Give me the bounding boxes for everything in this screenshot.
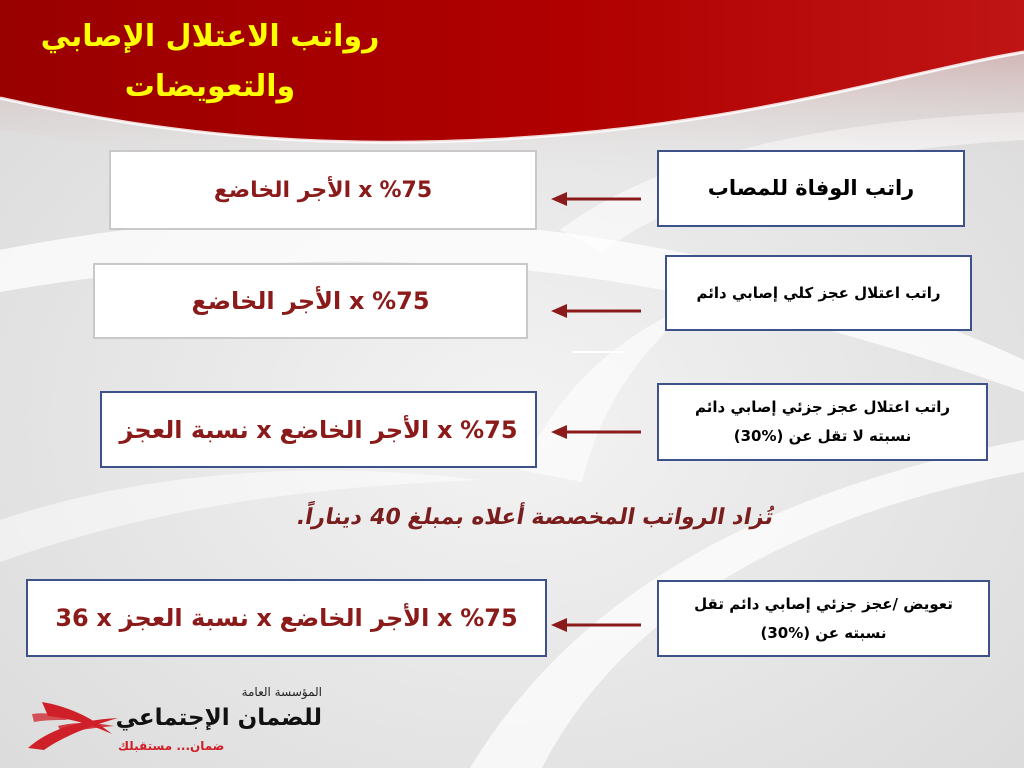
formula-box-total-disability bbox=[93, 263, 528, 339]
formula-term-wage: الأجر الخاضع bbox=[279, 415, 430, 444]
formula-operator: x bbox=[256, 604, 272, 632]
formula bbox=[55, 604, 517, 632]
logo-org-line: المؤسسة العامة bbox=[241, 685, 322, 699]
formula-box-compensation bbox=[26, 579, 547, 657]
formula bbox=[191, 287, 429, 315]
logo-slogan: ضمان... مستقبلك bbox=[118, 739, 225, 753]
formula-operator: x bbox=[96, 604, 112, 632]
left-arrow-icon bbox=[551, 302, 643, 320]
formula-operator: x bbox=[358, 177, 373, 203]
slide-title bbox=[20, 12, 400, 112]
formula-percent: %75 bbox=[379, 177, 433, 203]
benefit-label: راتب الوفاة للمصاب bbox=[707, 176, 915, 200]
formula-percent: %75 bbox=[460, 604, 518, 632]
formula-term-wage: الأجر الخاضع bbox=[279, 604, 430, 632]
formula-operator: x bbox=[436, 415, 453, 444]
benefit-box-compensation bbox=[657, 580, 990, 657]
formula-percent: %75 bbox=[460, 415, 518, 444]
title-line-1: رواتب الاعتلال الإصابي bbox=[40, 19, 380, 54]
benefit-label: راتب اعتلال عجز جزئي إصابي دائم bbox=[695, 398, 950, 416]
left-arrow-icon bbox=[551, 190, 643, 208]
formula-box-death-pension bbox=[109, 150, 537, 230]
formula-multiplier: 36 bbox=[55, 604, 89, 632]
logo-name: للضمان الإجتماعي bbox=[115, 705, 322, 731]
benefit-box-partial-disability bbox=[657, 383, 988, 461]
title-line-2: والتعويضات bbox=[124, 69, 296, 104]
left-arrow-icon bbox=[551, 423, 643, 441]
formula-term-disability-rate: نسبة العجز bbox=[119, 415, 249, 444]
decorative-line bbox=[572, 351, 625, 353]
formula-box-partial-disability bbox=[100, 391, 537, 468]
benefit-label: راتب اعتلال عجز كلي إصابي دائم bbox=[696, 283, 941, 302]
formula-term-wage: الأجر الخاضع bbox=[191, 287, 342, 315]
formula-percent: %75 bbox=[372, 287, 430, 315]
red-swoosh-icon bbox=[28, 698, 120, 750]
benefit-box-total-disability bbox=[665, 255, 972, 331]
formula-operator: x bbox=[256, 415, 272, 444]
benefit-box-death-pension bbox=[657, 150, 965, 227]
formula-operator: x bbox=[437, 604, 453, 632]
formula-operator: x bbox=[348, 287, 365, 315]
left-arrow-icon bbox=[551, 616, 643, 634]
benefit-condition: نسبته لا تقل عن (%30) bbox=[733, 427, 912, 445]
formula bbox=[119, 416, 517, 444]
formula-term-wage: الأجر الخاضع bbox=[213, 177, 352, 203]
benefit-condition: نسبته عن (%30) bbox=[760, 623, 887, 642]
formula bbox=[214, 178, 432, 203]
increase-note: تُزاد الرواتب المخصصة أعلاه بمبلغ 40 ديناراً. bbox=[294, 505, 776, 530]
formula-term-disability-rate: نسبة العجز bbox=[119, 604, 249, 632]
benefit-label: تعويض /عجز جزئي إصابي دائم تقل bbox=[694, 594, 953, 613]
